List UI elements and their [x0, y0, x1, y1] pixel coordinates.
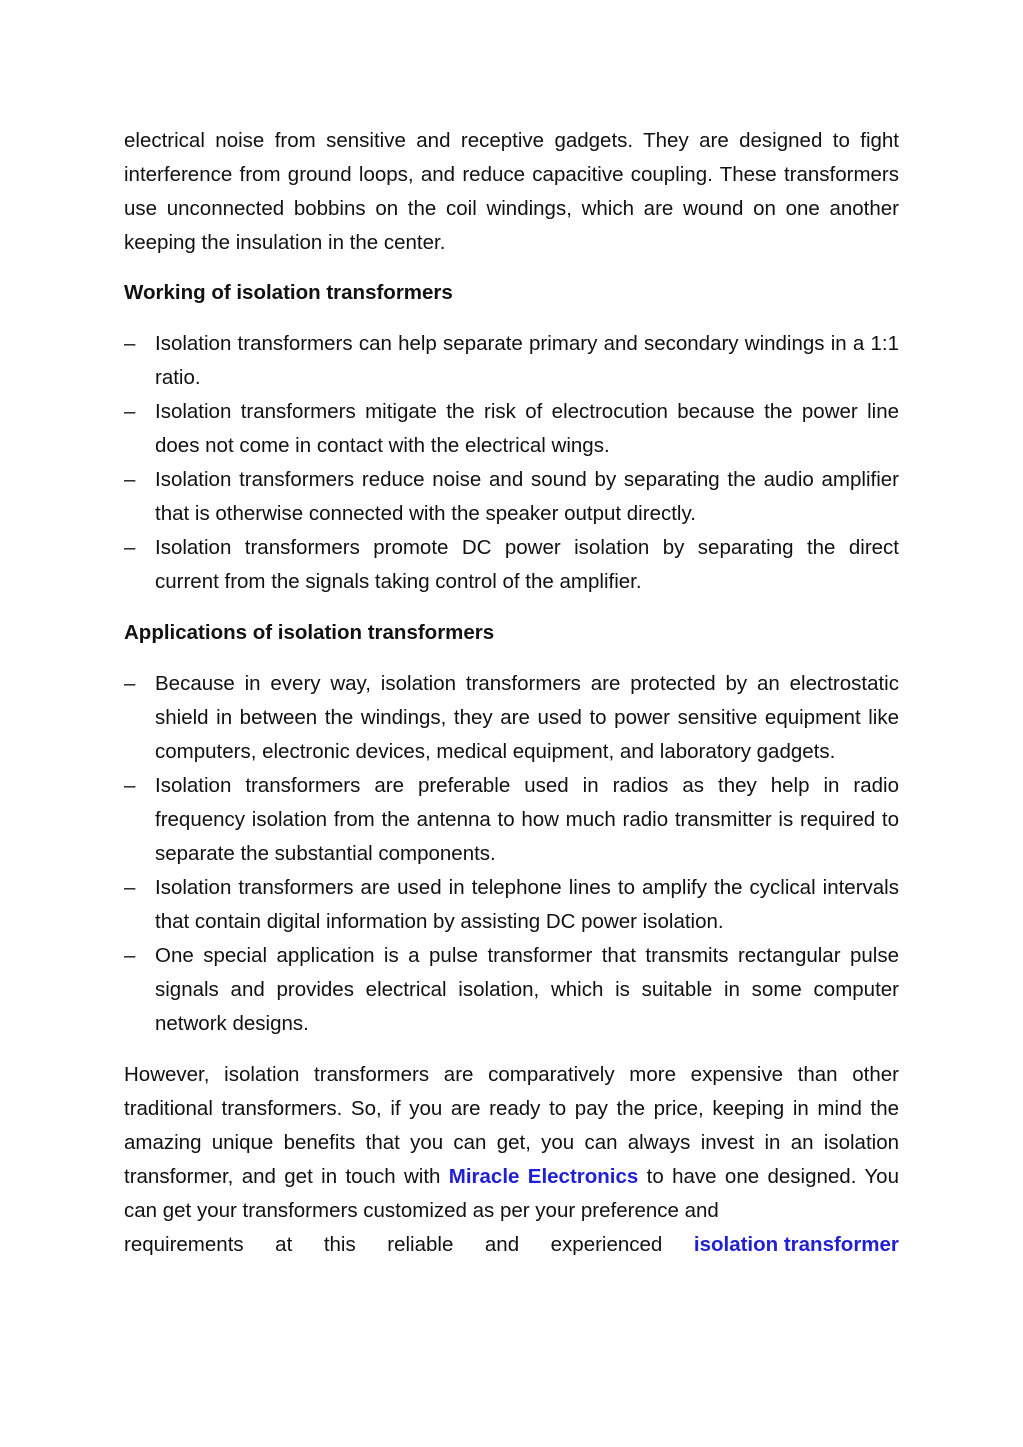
dash-bullet-icon: –: [124, 536, 136, 559]
dash-bullet-icon: –: [124, 468, 136, 491]
dash-bullet-icon: –: [124, 672, 136, 695]
miracle-electronics-link[interactable]: Miracle Electronics: [448, 1165, 639, 1188]
intro-paragraph: electrical noise from sensitive and receptive gadgets. They are designed to fight interference from ground loops, and reduce capacitive coupling. These transformers use unconnected bobbins on the coil windings, which are wound on one another keeping the insulation in the center.: [124, 129, 899, 254]
closing-paragraph: However, isolation transformers are comparatively more expensive than other traditional transformers. So, if you are ready to pay the price, keeping in mind the amazing unique benefits that you can get, you can always invest in an isolation transformer, and get in touch with Miracle Electronics to have one designed. You can get your transformers customized as per your preference and: [124, 1063, 899, 1222]
list-item: – Isolation transformers are preferable used in radios as they help in radio frequency isolation from the antenna to how much radio transmitter is required to separate the substantial components.: [124, 769, 899, 871]
list-item: – Isolation transformers are used in telephone lines to amplify the cyclical intervals that contain digital information by assisting DC power isolation.: [124, 871, 899, 939]
applications-heading: Applications of isolation transformers: [124, 621, 495, 644]
working-heading: Working of isolation transformers: [124, 281, 453, 304]
closing-last-line: requirements at this reliable and experienced isolation transformer: [124, 1228, 899, 1262]
document-page: [124, 124, 899, 1262]
dash-bullet-icon: –: [124, 876, 136, 899]
list-item: – Isolation transformers promote DC power isolation by separating the direct current from the signals taking control of the amplifier.: [124, 531, 899, 599]
list-item: – Isolation transformers can help separate primary and secondary windings in a 1:1 ratio.: [124, 327, 899, 395]
dash-bullet-icon: –: [124, 774, 136, 797]
dash-bullet-icon: –: [124, 944, 136, 967]
dash-bullet-icon: –: [124, 400, 136, 423]
list-item: – Isolation transformers reduce noise and sound by separating the audio amplifier that is otherwise connected with the speaker output directly.: [124, 463, 899, 531]
applications-list: [124, 667, 899, 1041]
list-item: – One special application is a pulse transformer that transmits rectangular pulse signals and provides electrical isolation, which is suitable in some computer network designs.: [124, 939, 899, 1041]
list-item: – Because in every way, isolation transformers are protected by an electrostatic shield in between the windings, they are used to power sensitive equipment like computers, electronic devices, medical equipment, and laboratory gadgets.: [124, 667, 899, 769]
working-list: [124, 327, 899, 599]
isolation-transformer-link[interactable]: isolation transformer: [693, 1233, 899, 1256]
dash-bullet-icon: –: [124, 332, 136, 355]
list-item: – Isolation transformers mitigate the risk of electrocution because the power line does not come in contact with the electrical wings.: [124, 395, 899, 463]
